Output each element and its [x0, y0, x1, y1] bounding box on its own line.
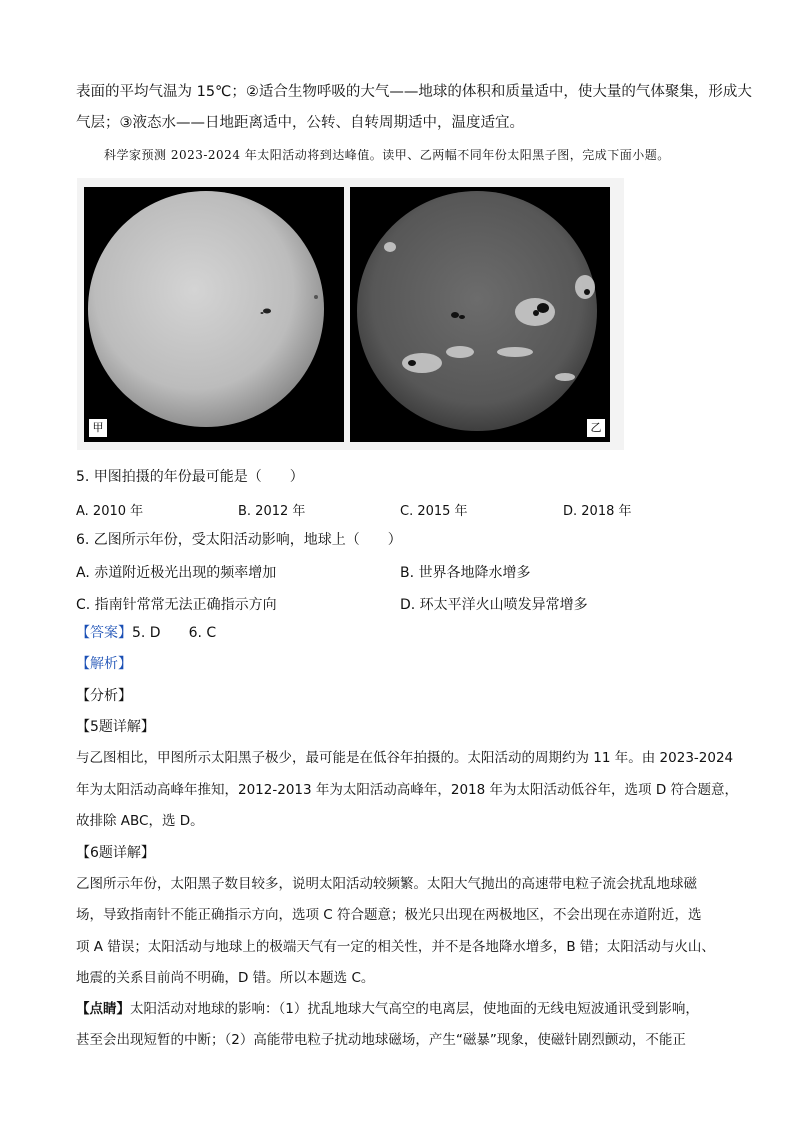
q5-option-a: A. 2010 年	[76, 504, 144, 519]
q5-option-c: C. 2015 年	[400, 504, 468, 519]
dianjing-line: 甚至会出现短暂的中断；（2）高能带电粒子扰动地球磁场，产生“磁暴”现象，使磁针剧烈颤动，不能正	[76, 1032, 686, 1048]
q5-detail-line: 与乙图相比，甲图所示太阳黑子极少，最可能是在低谷年拍摄的。太阳活动的周期约为 11 年。由 2023-2024	[76, 750, 734, 766]
sunspot	[584, 289, 590, 295]
sunspot	[408, 360, 416, 366]
q5-option-d: D. 2018 年	[563, 504, 632, 519]
sunspot	[533, 310, 539, 316]
sunspot-figure	[77, 178, 624, 450]
answer-line	[76, 623, 216, 643]
sunspot	[263, 309, 271, 314]
question-intro: 科学家预测 2023-2024 年太阳活动将到达峰值。读甲、乙两幅不同年份太阳黑子图，完成下面小题。	[104, 148, 670, 162]
sunspot	[537, 303, 549, 313]
q6-detail-line: 地震的关系目前尚不明确，D 错。所以本题选 C。	[76, 970, 375, 986]
q6-stem: 6. 乙图所示年份，受太阳活动影响，地球上（ ）	[76, 532, 402, 548]
q6-option-b: B. 世界各地降水增多	[400, 565, 531, 581]
fenxi-label: 【分析】	[76, 688, 132, 704]
sunspot	[314, 295, 318, 299]
text-line: 表面的平均气温为 15℃；②适合生物呼吸的大气——地球的体积和质量适中，使大量的气体聚集，形成大	[76, 84, 752, 100]
analysis-label: 【解析】	[76, 656, 132, 672]
label-yi: 乙	[587, 419, 605, 437]
sun-disk-jia	[84, 187, 344, 442]
q6-option-a: A. 赤道附近极光出现的频率增加	[76, 565, 277, 581]
q5-detail-line: 故排除 ABC，选 D。	[76, 813, 204, 829]
answer-value: 5. D 6. C	[132, 625, 217, 641]
q5-option-b: B. 2012 年	[238, 504, 306, 519]
sun-image-jia	[84, 187, 344, 442]
q5-stem: 5. 甲图拍摄的年份最可能是（ ）	[76, 469, 304, 485]
label-jia: 甲	[89, 419, 107, 437]
dianjing-label: 【点睛】	[76, 1001, 130, 1017]
q6-option-c: C. 指南针常常无法正确指示方向	[76, 597, 277, 613]
answer-label: 【答案】	[76, 625, 132, 641]
q6-option-d: D. 环太平洋火山喷发异常增多	[400, 597, 588, 613]
q6-detail-line: 项 A 错误；太阳活动与地球上的极端天气有一定的相关性，并不是各地降水增多，B 错；太阳活动与火山、	[76, 939, 715, 955]
text-line: 气层；③液态水——日地距离适中，公转、自转周期适中，温度适宜。	[76, 115, 524, 131]
sunspot	[261, 312, 264, 314]
sun-image-yi	[350, 187, 610, 442]
sunspot	[451, 312, 459, 318]
sun-disk-yi	[350, 187, 610, 442]
q5-detail-label: 【5题详解】	[76, 719, 155, 735]
q5-detail-line: 年为太阳活动高峰年推知，2012-2013 年为太阳活动高峰年，2018 年为太阳活动低谷年，选项 D 符合题意，	[76, 782, 738, 798]
q6-detail-line: 乙图所示年份，太阳黑子数目较多，说明太阳活动较频繁。太阳大气抛出的高速带电粒子流会扰乱地球磁	[76, 876, 697, 892]
q6-detail-line: 场，导致指南针不能正确指示方向，选项 C 符合题意；极光只出现在两极地区，不会出现在赤道附近，选	[76, 907, 702, 923]
dianjing-line	[76, 999, 699, 1019]
q6-detail-label: 【6题详解】	[76, 845, 155, 861]
sunspot	[459, 315, 465, 319]
dianjing-text: 太阳活动对地球的影响：（1）扰乱地球大气高空的电离层，使地面的无线电短波通讯受到影响，	[130, 1001, 699, 1017]
